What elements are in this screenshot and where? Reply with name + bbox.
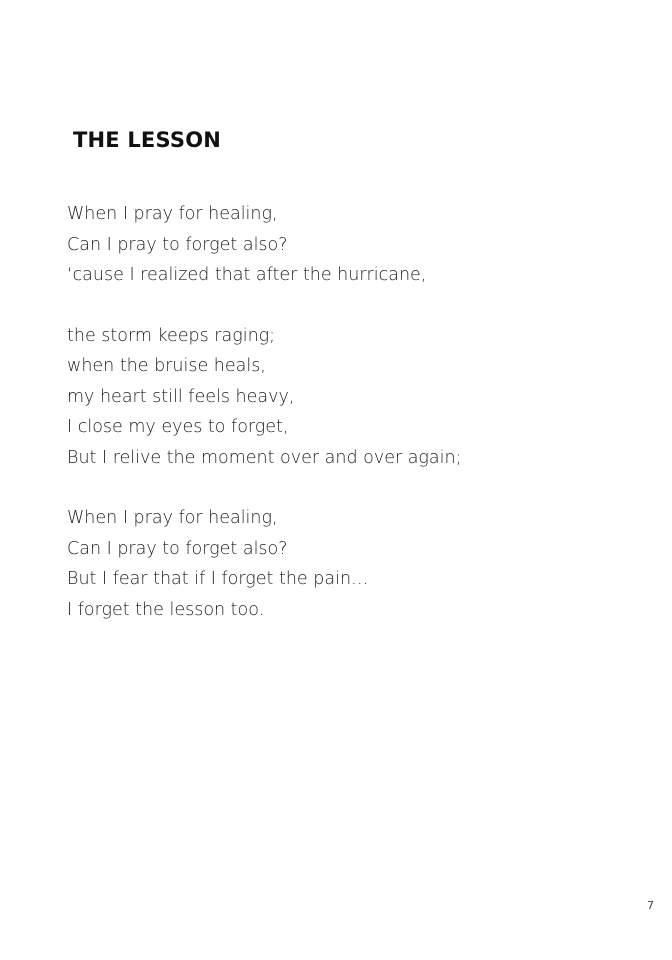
poem-title: THE LESSON — [73, 128, 222, 152]
page-number: 7 — [647, 899, 654, 912]
poem-line: when the bruise heals, — [67, 356, 266, 376]
stanza-1 — [67, 199, 627, 291]
poem-line: my heart still feels heavy, — [67, 386, 295, 407]
poem-line: I close my eyes to forget, — [67, 417, 289, 437]
poem-line: But I fear that if I forget the pain… — [67, 569, 369, 589]
poem-line: ‘cause I realized that after the hurricane, — [67, 265, 427, 285]
poem-line: Can I pray to forget also? — [67, 234, 288, 255]
poem-line: I forget the lesson too. — [67, 599, 265, 620]
stanza-3 — [67, 503, 627, 625]
poem-body — [67, 199, 627, 625]
poem-line: Can I pray to forget also? — [67, 538, 288, 559]
poem-line: But I relive the moment over and over again; — [67, 447, 462, 468]
poem-line: the storm keeps raging; — [67, 325, 276, 346]
poem-line: When I pray for healing, — [67, 508, 278, 528]
poem-line: When I pray for healing, — [67, 204, 278, 224]
stanza-2 — [67, 321, 627, 474]
